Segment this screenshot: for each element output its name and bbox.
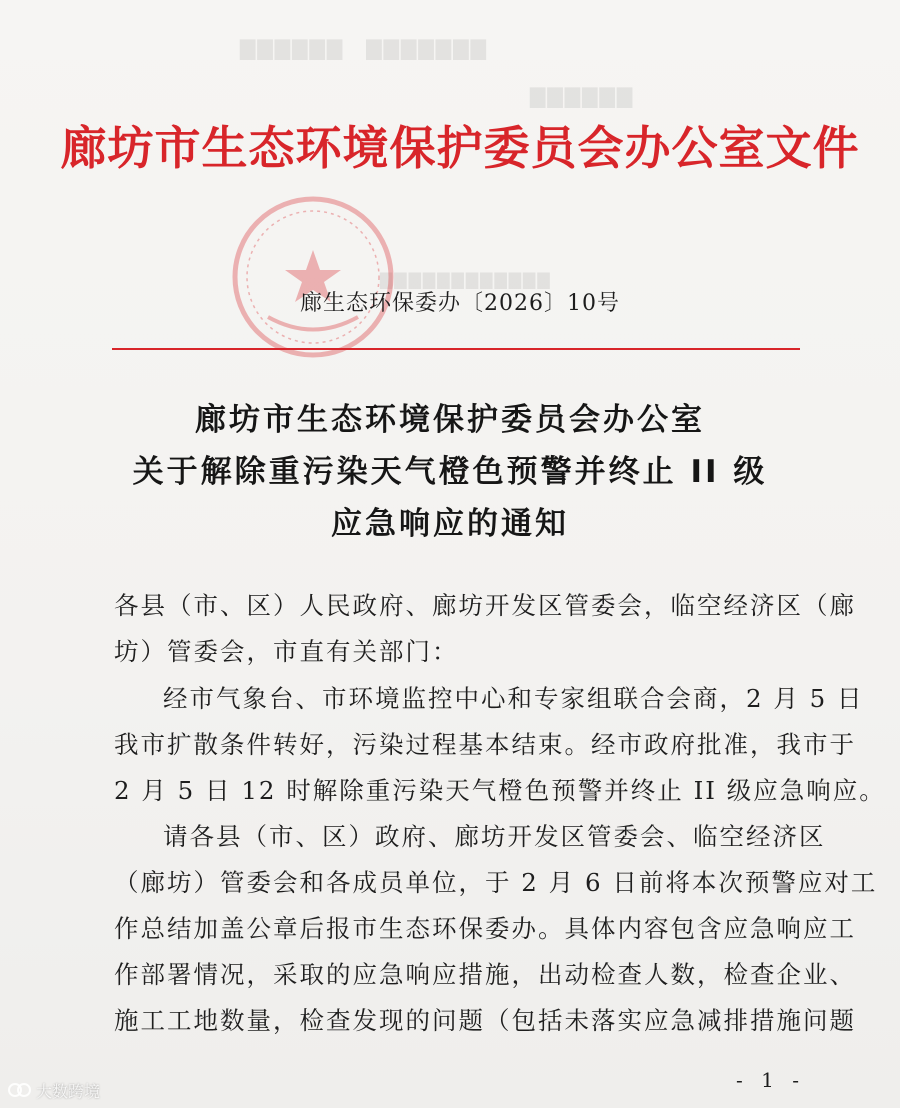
- body-line-addressees-1: 各县（市、区）人民政府、廊坊开发区管委会，临空经济区（廊: [114, 591, 856, 620]
- body-line-paragraph-1: 经市气象台、市环境监控中心和专家组联合会商，2 月 5 日: [163, 684, 864, 713]
- body-line-paragraph-2: 请各县（市、区）政府、廊坊开发区管委会、临空经济区: [163, 822, 826, 851]
- official-seal-icon: [228, 192, 398, 362]
- body-line-addressees-2: 坊）管委会，市直有关部门：: [114, 637, 459, 666]
- body-line-paragraph-2: 作部署情况，采取的应急响应措施，出动检查人数，检查企业、: [114, 960, 856, 989]
- body-line-paragraph-2: （廊坊）管委会和各成员单位，于 2 月 6 日前将本次预警应对工: [114, 868, 878, 897]
- notice-heading-line-2: 关于解除重污染天气橙色预警并终止 II 级: [132, 454, 768, 490]
- brand-logo-icon: [8, 1081, 32, 1099]
- page-number: - 1 -: [736, 1068, 805, 1092]
- bleed-through-text: ▇▇▇▇▇▇▇▇▇▇▇▇: [380, 270, 552, 289]
- notice-heading-line-1: 廊坊市生态环境保护委员会办公室: [195, 402, 705, 438]
- watermark-text: 大数跨境: [36, 1081, 101, 1101]
- body-line-paragraph-1: 我市扩散条件转好，污染过程基本结束。经市政府批准，我市于: [114, 730, 856, 759]
- body-line-paragraph-2: 作总结加盖公章后报市生态环保委办。具体内容包含应急响应工: [114, 914, 856, 943]
- body-line-paragraph-2: 施工工地数量，检查发现的问题（包括未落实应急减排措施问题: [114, 1006, 856, 1035]
- bleed-through-text: ▇▇▇▇▇▇: [530, 84, 635, 108]
- notice-heading-line-3: 应急响应的通知: [331, 506, 569, 542]
- body-line-paragraph-1: 2 月 5 日 12 时解除重污染天气橙色预警并终止 II 级应急响应。: [114, 776, 886, 805]
- red-divider-line: [112, 348, 800, 350]
- source-watermark: [8, 1076, 100, 1104]
- bleed-through-text: ▇▇▇▇▇▇ ▇▇▇▇▇▇▇: [240, 36, 488, 60]
- document-number: 廊生态环保委办〔2026〕10号: [300, 291, 620, 316]
- office-document-title: 廊坊市生态环境保护委员会办公室文件: [60, 121, 860, 175]
